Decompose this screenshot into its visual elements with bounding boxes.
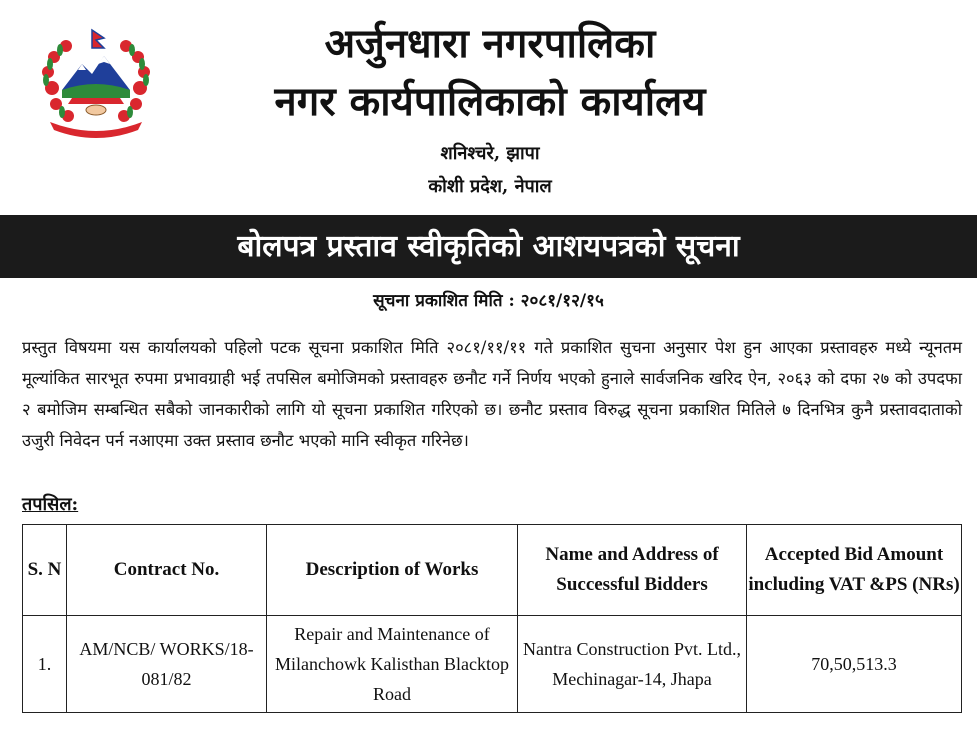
details-heading: तपसिल: bbox=[22, 494, 79, 515]
municipality-name: अर्जुनधारा नगरपालिका bbox=[324, 20, 656, 67]
table-header-row bbox=[23, 525, 962, 616]
cell-description: Repair and Maintenance of Milanchowk Kalisthan Blacktop Road bbox=[267, 616, 518, 713]
header-amount: Accepted Bid Amount including VAT &PS (NRs) bbox=[747, 525, 962, 616]
address-line-1: शनिश्चरे, झापा bbox=[440, 143, 540, 164]
publication-date: सूचना प्रकाशित मिति : २०८१/१२/१५ bbox=[373, 291, 604, 311]
letterhead bbox=[0, 0, 977, 215]
office-name: नगर कार्यपालिकाको कार्यालय bbox=[274, 78, 706, 125]
header-sn: S. N bbox=[23, 525, 67, 616]
cell-sn: 1. bbox=[23, 616, 67, 713]
header-contract-no: Contract No. bbox=[67, 525, 267, 616]
nepal-emblem-icon bbox=[32, 28, 160, 140]
notice-body: प्रस्तुत विषयमा यस कार्यालयको पहिलो पटक सूचना प्रकाशित मिति २०८१/११/११ गते प्रकाशित सुचना अनुसार पेश हुन आएका प्रस्तावहरु मध्ये न्यूनतम मूल्यांकित सारभूत रुपमा प्रभावग्राही भई तपसिल बमोजिमको प्रस्तावहरु छनौट गर्ने निर्णय भएको हुनाले सार्वजनिक खरिद ऐन, २०६३ को दफा २७ को उपदफा २ बमोजिम सम्बन्धित सबैको जानकारीको लागि यो सूचना प्रकाशित गरिएको छ। छनौट प्रस्ताव विरुद्ध सूचना प्रकाशित मितिले ७ दिनभित्र कुनै प्रस्तावदाताको उजुरी निवेदन पर्न नआएमा उक्त प्रस्ताव छनौट भएको मानि स्वीकृत गरिनेछ। bbox=[22, 338, 962, 450]
cell-bidder: Nantra Construction Pvt. Ltd., Mechinagar-14, Jhapa bbox=[518, 616, 747, 713]
table-row bbox=[23, 616, 962, 713]
cell-amount: 70,50,513.3 bbox=[747, 616, 962, 713]
notice-title-banner: बोलपत्र प्रस्ताव स्वीकृतिको आशयपत्रको सूचना bbox=[0, 215, 977, 278]
bid-table bbox=[22, 524, 962, 713]
address-line-2: कोशी प्रदेश, नेपाल bbox=[428, 176, 552, 197]
header-description: Description of Works bbox=[267, 525, 518, 616]
header-bidder: Name and Address of Successful Bidders bbox=[518, 525, 747, 616]
cell-contract-no: AM/NCB/ WORKS/18-081/82 bbox=[67, 616, 267, 713]
